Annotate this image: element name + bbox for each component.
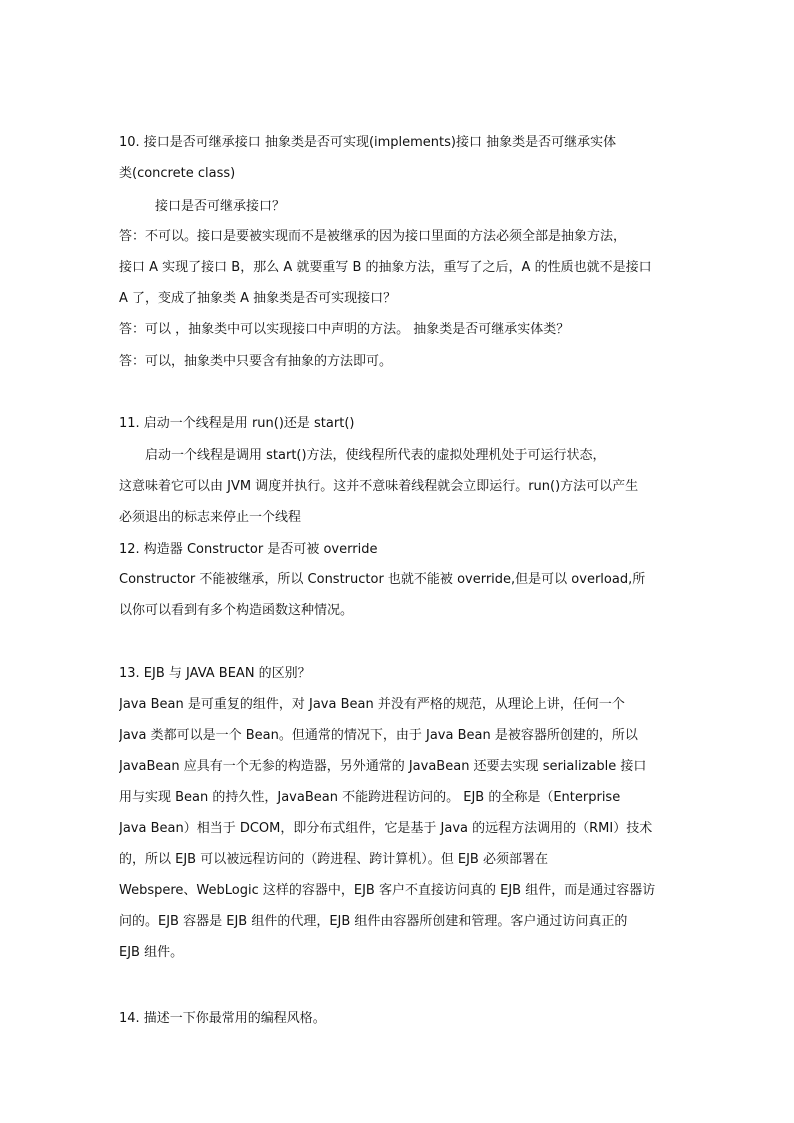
q10-answer-3: 答：可以，抽象类中只要含有抽象的方法即可。 [119,354,393,369]
q10-answer-2: 答：可以 ，抽象类中可以实现接口中声明的方法。 抽象类是否可继承实体类？ [119,322,570,337]
q13-body-line-2: Java 类都可以是一个 Bean。但通常的情况下，由于 Java Bean 是被容器所创建的，所以 [119,728,638,743]
q12-body-line-2: 以你可以看到有多个构造函数这种情况。 [119,603,354,618]
q12-heading: 12. 构造器 Constructor 是否可被 override [119,542,378,557]
q13-body-line-1: Java Bean 是可重复的组件，对 Java Bean 并没有严格的规范，从理论上讲，任何一个 [119,697,625,712]
q10-heading-line-1: 10. 接口是否可继承接口 抽象类是否可实现(implements)接口 抽象类是否可继承实体 [119,135,617,150]
q13-body-line-4: 用与实现 Bean 的持久性，JavaBean 不能跨进程访问的。 EJB 的全称是（Enterprise [119,790,621,805]
q10-answer-1-line-2: 接口 A 实现了接口 B，那么 A 就要重写 B 的抽象方法，重写了之后，A 的性质也就不是接口 [119,260,652,275]
q13-heading: 13. EJB 与 JAVA BEAN 的区别？ [119,666,311,681]
q13-body-line-7: Webspere、WebLogic 这样的容器中，EJB 客户不直接访问真的 EJB 组件，而是通过容器访 [119,883,656,898]
q13-body-line-6: 的，所以 EJB 可以被远程访问的（跨进程、跨计算机）。但 EJB 必须部署在 [119,852,548,867]
q13-body-line-8: 问的。EJB 容器是 EJB 组件的代理，EJB 组件由容器所创建和管理。客户通过访问真正的 [119,914,628,929]
q13-body-line-5: Java Bean）相当于 DCOM，即分布式组件，它是基于 Java 的远程方法调用的（RMI）技术 [119,821,653,836]
q10-answer-1-line-3: A 了，变成了抽象类 A 抽象类是否可实现接口？ [119,291,397,306]
q11-body-line-1: 启动一个线程是调用 start()方法，使线程所代表的虚拟处理机处于可运行状态， [145,448,606,463]
q13-body-line-9: EJB 组件。 [119,945,184,960]
q13-body-line-3: JavaBean 应具有一个无参的构造器，另外通常的 JavaBean 还要去实现 serializable 接口 [119,759,647,774]
q11-body-line-2: 这意味着它可以由 JVM 调度并执行。这并不意味着线程就会立即运行。run()方法可以产生 [119,479,639,494]
q11-body-line-3: 必须退出的标志来停止一个线程 [119,510,302,525]
q12-body-line-1: Constructor 不能被继承，所以 Constructor 也就不能被 override,但是可以 overload,所 [119,572,646,587]
q10-sub-question: 接口是否可继承接口？ [155,199,286,214]
q14-heading: 14. 描述一下你最常用的编程风格。 [119,1011,326,1026]
q10-answer-1-line-1: 答：不可以。接口是要被实现而不是被继承的因为接口里面的方法必须全部是抽象方法， [119,229,627,244]
q11-heading: 11. 启动一个线程是用 run()还是 start() [119,416,355,431]
q10-heading-line-2: 类(concrete class) [119,166,236,181]
